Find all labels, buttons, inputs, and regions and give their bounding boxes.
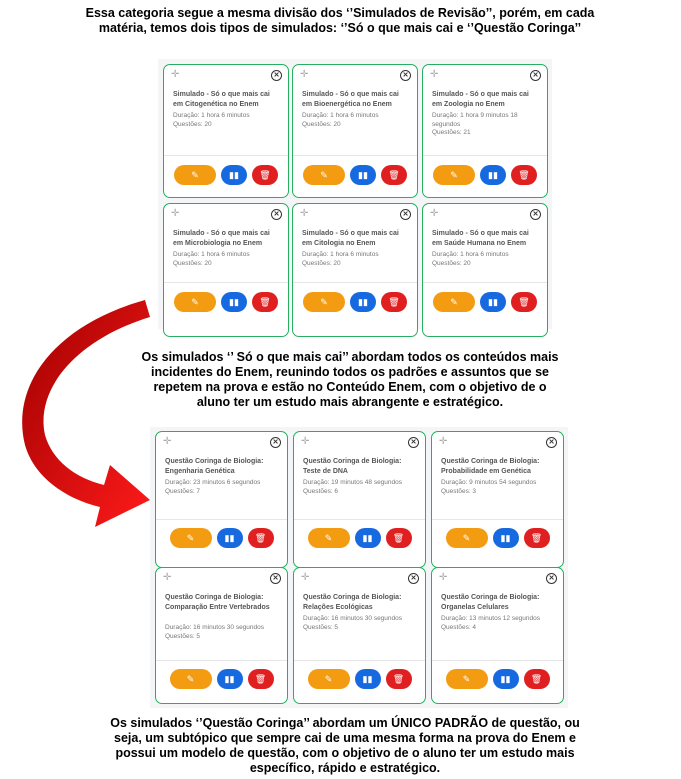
bar-chart-icon: ▮▮: [358, 170, 368, 180]
card-divider: [293, 282, 417, 283]
edit-button[interactable]: [174, 292, 216, 312]
close-circle-icon[interactable]: ✕: [530, 209, 541, 220]
card-questions: Questões: 4: [441, 624, 477, 631]
bar-chart-icon: ▮▮: [362, 674, 373, 684]
trash-icon: 🗑: [392, 674, 405, 684]
stats-button[interactable]: [480, 292, 506, 312]
close-circle-icon[interactable]: ✕: [271, 209, 282, 220]
coringa-card[interactable]: [155, 567, 288, 704]
edit-button[interactable]: [170, 528, 212, 548]
edit-button[interactable]: [308, 669, 350, 689]
edit-button[interactable]: [446, 528, 488, 548]
delete-button[interactable]: [381, 292, 407, 312]
card-duration: Duração: 1 hora 9 minutos 18 segundos: [432, 112, 518, 128]
bar-chart-icon: ▮▮: [229, 297, 239, 307]
stats-button[interactable]: [493, 528, 519, 548]
card-divider: [423, 282, 547, 283]
drag-handle-icon[interactable]: ✛: [430, 208, 439, 219]
edit-button[interactable]: [446, 669, 488, 689]
card-title: Questão Coringa de Biologia: Teste de DNA: [303, 458, 402, 475]
drag-handle-icon[interactable]: ✛: [301, 572, 310, 583]
mais-cai-cards-panel: [158, 59, 552, 329]
bar-chart-icon: ▮▮: [224, 674, 235, 684]
card-title: Questão Coringa de Biologia: Comparação Entre Vertebrados: [165, 594, 270, 611]
card-questions: Questões: 5: [165, 633, 201, 640]
edit-button[interactable]: [433, 292, 475, 312]
intro-text: Essa categoria segue a mesma divisão dos ‘’Simulados de Revisão’’, porém, em cada matéria, temos dois tipos de simulados: ‘’Só o que mais cai e ‘’Questão Coringa’’: [85, 6, 595, 35]
stats-button[interactable]: [217, 669, 243, 689]
delete-button[interactable]: [524, 669, 550, 689]
close-circle-icon[interactable]: ✕: [530, 70, 541, 81]
bar-chart-icon: ▮▮: [229, 170, 239, 180]
card-title: Questão Coringa de Biologia: Relações Ecológicas: [303, 594, 402, 611]
card-actions: [294, 669, 425, 689]
simulado-card[interactable]: [292, 64, 418, 198]
close-circle-icon[interactable]: ✕: [546, 573, 557, 584]
card-divider: [432, 519, 563, 520]
stats-button[interactable]: [221, 292, 247, 312]
card-questions: Questões: 20: [432, 260, 471, 267]
drag-handle-icon[interactable]: ✛: [300, 208, 309, 219]
card-actions: [293, 292, 417, 312]
card-questions: Questões: 7: [165, 488, 201, 495]
stats-button[interactable]: [355, 669, 381, 689]
card-title: Questão Coringa de Biologia: Organelas Celulares: [441, 594, 540, 611]
simulado-card[interactable]: [422, 203, 548, 337]
delete-button[interactable]: [524, 528, 550, 548]
card-duration: Duração: 1 hora 6 minutos: [173, 251, 250, 258]
card-actions: [432, 528, 563, 548]
edit-icon: ✎: [320, 170, 328, 180]
close-circle-icon[interactable]: ✕: [546, 437, 557, 448]
trash-icon: 🗑: [518, 170, 530, 180]
simulado-card[interactable]: [422, 64, 548, 198]
stats-button[interactable]: [480, 165, 506, 185]
card-duration: Duração: 1 hora 6 minutos: [302, 251, 379, 258]
card-title: Questão Coringa de Biologia: Probabilidade em Genética: [441, 458, 540, 475]
card-questions: Questões: 21: [432, 129, 471, 136]
bar-chart-icon: ▮▮: [500, 533, 511, 543]
edit-icon: ✎: [191, 297, 199, 307]
card-title: Simulado - Só o que mais cai em Bioenergética no Enem: [302, 91, 399, 108]
close-circle-icon[interactable]: ✕: [270, 437, 281, 448]
simulado-card[interactable]: [163, 203, 289, 337]
delete-button[interactable]: [511, 165, 537, 185]
edit-button[interactable]: [308, 528, 350, 548]
stats-button[interactable]: [350, 292, 376, 312]
drag-handle-icon[interactable]: ✛: [439, 436, 448, 447]
simulado-card[interactable]: [292, 203, 418, 337]
card-title: Simulado - Só o que mais cai em Citogenética no Enem: [173, 91, 270, 108]
drag-handle-icon[interactable]: ✛: [301, 436, 310, 447]
delete-button[interactable]: [248, 669, 274, 689]
card-duration: Duração: 1 hora 6 minutos: [302, 112, 379, 119]
stats-button[interactable]: [355, 528, 381, 548]
card-divider: [156, 519, 287, 520]
delete-button[interactable]: [252, 165, 278, 185]
edit-icon: ✎: [320, 297, 328, 307]
card-actions: [423, 292, 547, 312]
trash-icon: 🗑: [388, 297, 400, 307]
edit-button[interactable]: [303, 292, 345, 312]
card-actions: [164, 292, 288, 312]
drag-handle-icon[interactable]: ✛: [171, 208, 180, 219]
bar-chart-icon: ▮▮: [500, 674, 511, 684]
card-divider: [293, 155, 417, 156]
delete-button[interactable]: [386, 528, 412, 548]
delete-button[interactable]: [511, 292, 537, 312]
drag-handle-icon[interactable]: ✛: [300, 69, 309, 80]
edit-icon: ✎: [450, 297, 458, 307]
bar-chart-icon: ▮▮: [362, 533, 373, 543]
edit-icon: ✎: [324, 533, 333, 543]
card-actions: [156, 528, 287, 548]
card-questions: Questões: 20: [173, 260, 212, 267]
coringa-cards-panel: [150, 427, 568, 708]
bar-chart-icon: ▮▮: [488, 170, 498, 180]
simulado-card[interactable]: [163, 64, 289, 198]
drag-handle-icon[interactable]: ✛: [163, 572, 172, 583]
card-title: Simulado - Só o que mais cai em Microbiologia no Enem: [173, 230, 270, 247]
stats-button[interactable]: [493, 669, 519, 689]
close-circle-icon[interactable]: ✕: [408, 437, 419, 448]
card-actions: [423, 165, 547, 185]
trash-icon: 🗑: [518, 297, 530, 307]
card-divider: [294, 519, 425, 520]
bar-chart-icon: ▮▮: [224, 533, 235, 543]
trash-icon: 🗑: [392, 533, 405, 543]
card-questions: Questões: 3: [441, 488, 477, 495]
trash-icon: 🗑: [254, 674, 267, 684]
card-title: Questão Coringa de Biologia: Engenharia Genética: [165, 458, 264, 475]
card-duration: Duração: 1 hora 6 minutos: [173, 112, 250, 119]
edit-icon: ✎: [450, 170, 458, 180]
card-divider: [164, 282, 288, 283]
card-questions: Questões: 20: [302, 121, 341, 128]
card-duration: Duração: 23 minutos 6 segundos: [165, 479, 261, 486]
card-duration: Duração: 9 minutos 54 segundos: [441, 479, 537, 486]
close-circle-icon[interactable]: ✕: [270, 573, 281, 584]
coringa-description: Os simulados ‘’Questão Coringa’’ abordam um ÚNICO PADRÃO de questão, ou seja, um subtópico que sempre cai de uma mesma forma na prova do Enem e possui um modelo de questão, com o objetivo de o aluno ter um estudo mais específico, rápido e estratégico.: [110, 716, 580, 775]
card-actions: [294, 528, 425, 548]
edit-icon: ✎: [186, 533, 195, 543]
trash-icon: 🗑: [530, 533, 543, 543]
card-title: Simulado - Só o que mais cai em Saúde Humana no Enem: [432, 230, 529, 247]
stats-button[interactable]: [350, 165, 376, 185]
card-divider: [164, 155, 288, 156]
card-divider: [156, 660, 287, 661]
card-title: Simulado - Só o que mais cai em Zoologia no Enem: [432, 91, 529, 108]
edit-button[interactable]: [303, 165, 345, 185]
card-divider: [294, 660, 425, 661]
card-title: Simulado - Só o que mais cai em Citologia no Enem: [302, 230, 399, 247]
trash-icon: 🗑: [259, 170, 271, 180]
coringa-card[interactable]: [293, 431, 426, 568]
edit-button[interactable]: [433, 165, 475, 185]
card-duration: Duração: 1 hora 6 minutos: [432, 251, 509, 258]
drag-handle-icon[interactable]: ✛: [430, 69, 439, 80]
close-circle-icon[interactable]: ✕: [400, 70, 411, 81]
close-circle-icon[interactable]: ✕: [271, 70, 282, 81]
drag-handle-icon[interactable]: ✛: [171, 69, 180, 80]
coringa-card[interactable]: [431, 567, 564, 704]
delete-button[interactable]: [252, 292, 278, 312]
edit-button[interactable]: [174, 165, 216, 185]
card-duration: Duração: 16 minutos 30 segundos: [165, 624, 265, 631]
trash-icon: 🗑: [259, 297, 271, 307]
edit-icon: ✎: [191, 170, 199, 180]
card-duration: Duração: 16 minutos 30 segundos: [303, 615, 403, 622]
card-actions: [293, 165, 417, 185]
trash-icon: 🗑: [254, 533, 267, 543]
drag-handle-icon[interactable]: ✛: [163, 436, 172, 447]
coringa-card[interactable]: [431, 431, 564, 568]
card-divider: [423, 155, 547, 156]
edit-icon: ✎: [324, 674, 333, 684]
card-actions: [432, 669, 563, 689]
bar-chart-icon: ▮▮: [488, 297, 498, 307]
card-divider: [432, 660, 563, 661]
mais-cai-description: Os simulados ‘’ Só o que mais cai’’ abordam todos os conteúdos mais incidentes do Enem, reunindo todos os padrões e assuntos que se repetem na prova e estão no Conteúdo Enem, com o objetivo de o aluno ter um estudo mais abrangente e estratégico.: [141, 350, 559, 409]
curved-arrow-icon: [0, 295, 160, 555]
bar-chart-icon: ▮▮: [358, 297, 368, 307]
drag-handle-icon[interactable]: ✛: [439, 572, 448, 583]
card-questions: Questões: 20: [302, 260, 341, 267]
card-duration: Duração: 19 minutos 48 segundos: [303, 479, 403, 486]
edit-icon: ✎: [462, 533, 471, 543]
delete-button[interactable]: [386, 669, 412, 689]
stats-button[interactable]: [217, 528, 243, 548]
card-questions: Questões: 6: [303, 488, 339, 495]
card-actions: [164, 165, 288, 185]
coringa-card[interactable]: [155, 431, 288, 568]
trash-icon: 🗑: [530, 674, 543, 684]
card-duration: Duração: 13 minutos 12 segundos: [441, 615, 541, 622]
close-circle-icon[interactable]: ✕: [400, 209, 411, 220]
stats-button[interactable]: [221, 165, 247, 185]
card-questions: Questões: 5: [303, 624, 339, 631]
edit-button[interactable]: [170, 669, 212, 689]
close-circle-icon[interactable]: ✕: [408, 573, 419, 584]
delete-button[interactable]: [248, 528, 274, 548]
delete-button[interactable]: [381, 165, 407, 185]
coringa-card[interactable]: [293, 567, 426, 704]
card-actions: [156, 669, 287, 689]
trash-icon: 🗑: [388, 170, 400, 180]
card-questions: Questões: 20: [173, 121, 212, 128]
edit-icon: ✎: [186, 674, 195, 684]
edit-icon: ✎: [462, 674, 471, 684]
